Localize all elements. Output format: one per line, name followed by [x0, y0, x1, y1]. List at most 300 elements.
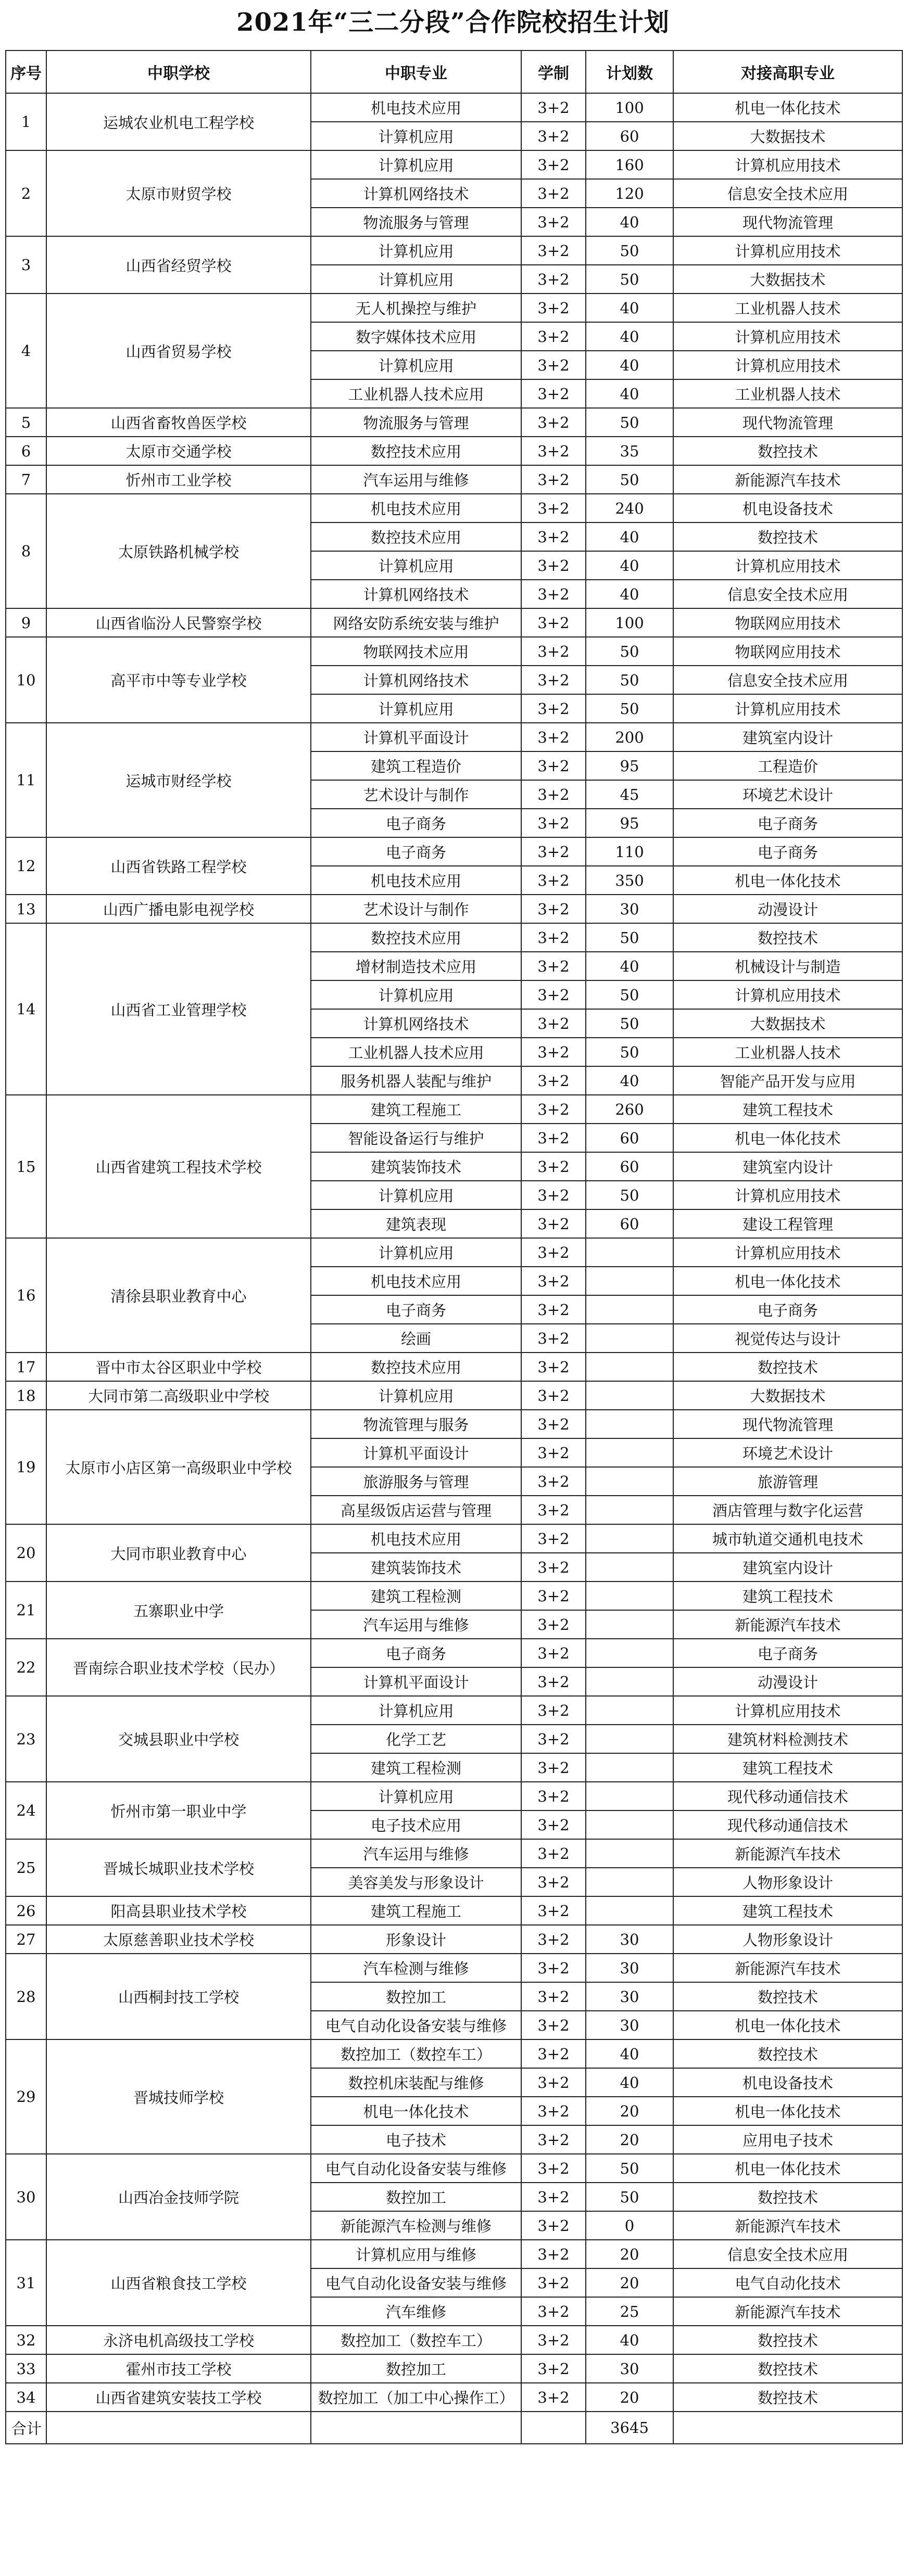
secondary-major-cell: 计算机应用: [311, 980, 521, 1009]
secondary-school-cell: 阳高县职业技术学校: [46, 1896, 311, 1925]
secondary-major-cell: 计算机平面设计: [311, 723, 521, 751]
duration-cell: 3+2: [521, 437, 586, 465]
duration-cell: 3+2: [521, 2068, 586, 2097]
secondary-major-cell: 数控加工（加工中心操作工）: [311, 2383, 521, 2412]
table-row: [6, 294, 902, 322]
duration-cell: 3+2: [521, 1782, 586, 1810]
plan-count-cell: 160: [586, 150, 673, 179]
secondary-major-cell: 计算机应用: [311, 236, 521, 265]
secondary-major-cell: 建筑工程检测: [311, 1582, 521, 1610]
secondary-major-cell: 建筑工程造价: [311, 751, 521, 780]
serial-number-cell: 14: [6, 923, 46, 1095]
secondary-school-cell: 太原市财贸学校: [46, 150, 311, 236]
higher-vocational-major-cell: 现代移动通信技术: [673, 1810, 902, 1839]
duration-cell: 3+2: [521, 1839, 586, 1868]
plan-count-cell: [586, 1295, 673, 1324]
duration-cell: 3+2: [521, 923, 586, 952]
header-row: [6, 50, 902, 93]
plan-count-cell: 60: [586, 1152, 673, 1181]
higher-vocational-major-cell: 动漫设计: [673, 895, 902, 923]
secondary-school-cell: 运城市财经学校: [46, 723, 311, 837]
serial-number-cell: 31: [6, 2240, 46, 2326]
higher-vocational-major-cell: 数控技术: [673, 2326, 902, 2354]
table-footer: [6, 2412, 902, 2444]
plan-count-cell: 40: [586, 551, 673, 580]
higher-vocational-major-cell: 工业机器人技术: [673, 1038, 902, 1066]
higher-vocational-major-cell: 建筑工程技术: [673, 1095, 902, 1124]
plan-count-cell: [586, 1496, 673, 1524]
plan-count-cell: 40: [586, 2068, 673, 2097]
plan-count-cell: [586, 1868, 673, 1896]
duration-cell: 3+2: [521, 1238, 586, 1267]
duration-cell: 3+2: [521, 2354, 586, 2383]
duration-cell: 3+2: [521, 1524, 586, 1553]
serial-number-cell: 6: [6, 437, 46, 465]
duration-cell: 3+2: [521, 1066, 586, 1095]
secondary-major-cell: 电子技术: [311, 2125, 521, 2154]
higher-vocational-major-cell: 电子商务: [673, 837, 902, 866]
higher-vocational-major-cell: 机电一体化技术: [673, 1124, 902, 1152]
serial-number-cell: 19: [6, 1410, 46, 1524]
plan-count-cell: 120: [586, 179, 673, 208]
plan-count-cell: 40: [586, 322, 673, 351]
secondary-major-cell: 形象设计: [311, 1925, 521, 1954]
duration-cell: 3+2: [521, 2097, 586, 2125]
higher-vocational-major-cell: 工业机器人技术: [673, 379, 902, 408]
duration-cell: 3+2: [521, 522, 586, 551]
secondary-major-cell: 物联网技术应用: [311, 637, 521, 666]
duration-cell: 3+2: [521, 1181, 586, 1209]
secondary-major-cell: 电子商务: [311, 837, 521, 866]
higher-vocational-major-cell: 机电设备技术: [673, 2068, 902, 2097]
duration-cell: 3+2: [521, 1152, 586, 1181]
secondary-school-cell: 山西省建筑安装技工学校: [46, 2383, 311, 2412]
higher-vocational-major-cell: 环境艺术设计: [673, 1438, 902, 1467]
duration-cell: 3+2: [521, 1810, 586, 1839]
serial-number-cell: 23: [6, 1696, 46, 1782]
secondary-major-cell: 计算机应用: [311, 1238, 521, 1267]
duration-cell: 3+2: [521, 93, 586, 122]
secondary-school-cell: 五寨职业中学: [46, 1582, 311, 1639]
table-row: [6, 1238, 902, 1267]
higher-vocational-major-cell: 建筑工程技术: [673, 1753, 902, 1782]
total-value: 3645: [586, 2412, 673, 2444]
table-row: [6, 1696, 902, 1725]
header-secondary-major: 中职专业: [311, 50, 521, 93]
higher-vocational-major-cell: 酒店管理与数字化运营: [673, 1496, 902, 1524]
higher-vocational-major-cell: 建设工程管理: [673, 1209, 902, 1238]
higher-vocational-major-cell: 数控技术: [673, 2183, 902, 2211]
secondary-major-cell: 无人机操控与维护: [311, 294, 521, 322]
table-row: [6, 723, 902, 751]
secondary-major-cell: 数控技术应用: [311, 522, 521, 551]
plan-count-cell: 60: [586, 122, 673, 150]
secondary-school-cell: 山西省贸易学校: [46, 294, 311, 408]
serial-number-cell: 25: [6, 1839, 46, 1896]
higher-vocational-major-cell: 信息安全技术应用: [673, 666, 902, 694]
plan-count-cell: [586, 1725, 673, 1753]
higher-vocational-major-cell: 新能源汽车技术: [673, 1954, 902, 1982]
secondary-major-cell: 计算机应用: [311, 551, 521, 580]
secondary-major-cell: 电气自动化设备安装与维修: [311, 2154, 521, 2183]
serial-number-cell: 2: [6, 150, 46, 236]
enrollment-plan-table: [5, 50, 903, 2444]
secondary-major-cell: 汽车运用与维修: [311, 1610, 521, 1639]
secondary-school-cell: 山西省临汾人民警察学校: [46, 608, 311, 637]
serial-number-cell: 22: [6, 1639, 46, 1696]
plan-count-cell: 20: [586, 2125, 673, 2154]
secondary-major-cell: 艺术设计与制作: [311, 780, 521, 809]
duration-cell: 3+2: [521, 980, 586, 1009]
duration-cell: 3+2: [521, 809, 586, 837]
plan-count-cell: [586, 1410, 673, 1438]
header-secondary-school: 中职学校: [46, 50, 311, 93]
higher-vocational-major-cell: 环境艺术设计: [673, 780, 902, 809]
plan-count-cell: [586, 1324, 673, 1353]
higher-vocational-major-cell: 数控技术: [673, 1982, 902, 2011]
higher-vocational-major-cell: 数控技术: [673, 522, 902, 551]
secondary-major-cell: 数控机床装配与维修: [311, 2068, 521, 2097]
plan-count-cell: 30: [586, 2354, 673, 2383]
higher-vocational-major-cell: 工程造价: [673, 751, 902, 780]
duration-cell: 3+2: [521, 1324, 586, 1353]
plan-count-cell: 110: [586, 837, 673, 866]
total-empty-cell: [46, 2412, 311, 2444]
table-row: [6, 1582, 902, 1610]
serial-number-cell: 27: [6, 1925, 46, 1954]
plan-count-cell: [586, 1353, 673, 1381]
plan-count-cell: [586, 1524, 673, 1553]
duration-cell: 3+2: [521, 379, 586, 408]
plan-count-cell: 30: [586, 1954, 673, 1982]
secondary-major-cell: 汽车运用与维修: [311, 1839, 521, 1868]
plan-count-cell: 50: [586, 408, 673, 437]
plan-count-cell: [586, 1839, 673, 1868]
header-higher-vocational-major: 对接高职专业: [673, 50, 902, 93]
secondary-school-cell: 晋中市太谷区职业中学校: [46, 1353, 311, 1381]
secondary-school-cell: 忻州市第一职业中学: [46, 1782, 311, 1839]
plan-count-cell: [586, 1610, 673, 1639]
secondary-school-cell: 高平市中等专业学校: [46, 637, 311, 723]
secondary-major-cell: 数控技术应用: [311, 437, 521, 465]
secondary-major-cell: 工业机器人技术应用: [311, 1038, 521, 1066]
duration-cell: 3+2: [521, 2240, 586, 2268]
plan-count-cell: [586, 1267, 673, 1295]
table-row: [6, 1639, 902, 1667]
higher-vocational-major-cell: 智能产品开发与应用: [673, 1066, 902, 1095]
table-body: [6, 93, 902, 2412]
duration-cell: 3+2: [521, 1896, 586, 1925]
higher-vocational-major-cell: 现代物流管理: [673, 208, 902, 236]
higher-vocational-major-cell: 计算机应用技术: [673, 150, 902, 179]
duration-cell: 3+2: [521, 150, 586, 179]
plan-count-cell: [586, 1553, 673, 1582]
secondary-school-cell: 霍州市技工学校: [46, 2354, 311, 2383]
plan-count-cell: [586, 1667, 673, 1696]
table-row: [6, 1410, 902, 1438]
table-row: [6, 1782, 902, 1810]
secondary-major-cell: 电子商务: [311, 1295, 521, 1324]
table-row: [6, 1381, 902, 1410]
plan-count-cell: 30: [586, 1925, 673, 1954]
serial-number-cell: 29: [6, 2039, 46, 2154]
plan-count-cell: 30: [586, 2011, 673, 2039]
higher-vocational-major-cell: 计算机应用技术: [673, 694, 902, 723]
higher-vocational-major-cell: 现代物流管理: [673, 408, 902, 437]
table-row: [6, 895, 902, 923]
plan-count-cell: 20: [586, 2240, 673, 2268]
secondary-major-cell: 数控技术应用: [311, 923, 521, 952]
table-row: [6, 465, 902, 494]
secondary-major-cell: 物流管理与服务: [311, 1410, 521, 1438]
duration-cell: 3+2: [521, 1381, 586, 1410]
secondary-major-cell: 汽车检测与维修: [311, 1954, 521, 1982]
plan-count-cell: 40: [586, 2039, 673, 2068]
table-row: [6, 1896, 902, 1925]
higher-vocational-major-cell: 电子商务: [673, 1295, 902, 1324]
higher-vocational-major-cell: 大数据技术: [673, 1009, 902, 1038]
secondary-major-cell: 美容美发与形象设计: [311, 1868, 521, 1896]
secondary-major-cell: 计算机平面设计: [311, 1667, 521, 1696]
secondary-major-cell: 物流服务与管理: [311, 408, 521, 437]
plan-count-cell: 25: [586, 2297, 673, 2326]
plan-count-cell: 45: [586, 780, 673, 809]
plan-count-cell: 50: [586, 666, 673, 694]
plan-count-cell: 50: [586, 1038, 673, 1066]
duration-cell: 3+2: [521, 1124, 586, 1152]
duration-cell: 3+2: [521, 408, 586, 437]
duration-cell: 3+2: [521, 1209, 586, 1238]
plan-count-cell: 50: [586, 236, 673, 265]
higher-vocational-major-cell: 机电一体化技术: [673, 93, 902, 122]
table-row: [6, 923, 902, 952]
higher-vocational-major-cell: 应用电子技术: [673, 2125, 902, 2154]
secondary-school-cell: 太原铁路机械学校: [46, 494, 311, 608]
duration-cell: 3+2: [521, 1753, 586, 1782]
plan-count-cell: 200: [586, 723, 673, 751]
higher-vocational-major-cell: 机电一体化技术: [673, 2011, 902, 2039]
plan-count-cell: 30: [586, 895, 673, 923]
duration-cell: 3+2: [521, 1667, 586, 1696]
serial-number-cell: 15: [6, 1095, 46, 1238]
secondary-major-cell: 建筑工程施工: [311, 1896, 521, 1925]
total-label: 合计: [6, 2412, 46, 2444]
total-empty-cell: [311, 2412, 521, 2444]
secondary-school-cell: 晋城长城职业技术学校: [46, 1839, 311, 1896]
plan-count-cell: 35: [586, 437, 673, 465]
table-row: [6, 1925, 902, 1954]
secondary-major-cell: 智能设备运行与维护: [311, 1124, 521, 1152]
table-row: [6, 437, 902, 465]
higher-vocational-major-cell: 现代物流管理: [673, 1410, 902, 1438]
plan-count-cell: [586, 1582, 673, 1610]
table-row: [6, 1524, 902, 1553]
secondary-major-cell: 计算机应用: [311, 150, 521, 179]
higher-vocational-major-cell: 计算机应用技术: [673, 236, 902, 265]
duration-cell: 3+2: [521, 1467, 586, 1496]
secondary-school-cell: 晋城技师学校: [46, 2039, 311, 2154]
serial-number-cell: 13: [6, 895, 46, 923]
serial-number-cell: 28: [6, 1954, 46, 2039]
secondary-major-cell: 数控技术应用: [311, 1353, 521, 1381]
table-row: [6, 2240, 902, 2268]
higher-vocational-major-cell: 建筑室内设计: [673, 1152, 902, 1181]
secondary-major-cell: 计算机应用: [311, 351, 521, 379]
duration-cell: 3+2: [521, 1639, 586, 1667]
plan-count-cell: 30: [586, 1982, 673, 2011]
plan-count-cell: 95: [586, 751, 673, 780]
plan-count-cell: 50: [586, 2154, 673, 2183]
secondary-school-cell: 太原慈善职业技术学校: [46, 1925, 311, 1954]
duration-cell: 3+2: [521, 1954, 586, 1982]
serial-number-cell: 5: [6, 408, 46, 437]
plan-count-cell: 50: [586, 980, 673, 1009]
secondary-major-cell: 机电技术应用: [311, 866, 521, 895]
duration-cell: 3+2: [521, 179, 586, 208]
secondary-school-cell: 山西省建筑工程技术学校: [46, 1095, 311, 1238]
plan-count-cell: 50: [586, 2183, 673, 2211]
plan-count-cell: 60: [586, 1209, 673, 1238]
table-row: [6, 608, 902, 637]
plan-count-cell: 20: [586, 2097, 673, 2125]
higher-vocational-major-cell: 新能源汽车技术: [673, 465, 902, 494]
plan-count-cell: 60: [586, 1124, 673, 1152]
secondary-major-cell: 旅游服务与管理: [311, 1467, 521, 1496]
table-row: [6, 637, 902, 666]
higher-vocational-major-cell: 大数据技术: [673, 122, 902, 150]
secondary-major-cell: 艺术设计与制作: [311, 895, 521, 923]
higher-vocational-major-cell: 机械设计与制造: [673, 952, 902, 980]
secondary-major-cell: 电子技术应用: [311, 1810, 521, 1839]
plan-count-cell: 40: [586, 379, 673, 408]
duration-cell: 3+2: [521, 2039, 586, 2068]
header-plan-count: 计划数: [586, 50, 673, 93]
secondary-major-cell: 建筑工程检测: [311, 1753, 521, 1782]
table-row: [6, 236, 902, 265]
secondary-major-cell: 数控加工: [311, 1982, 521, 2011]
secondary-major-cell: 计算机网络技术: [311, 666, 521, 694]
serial-number-cell: 12: [6, 837, 46, 895]
duration-cell: 3+2: [521, 895, 586, 923]
plan-count-cell: 50: [586, 1009, 673, 1038]
duration-cell: 3+2: [521, 2383, 586, 2412]
plan-count-cell: 50: [586, 265, 673, 294]
plan-count-cell: [586, 1438, 673, 1467]
duration-cell: 3+2: [521, 2154, 586, 2183]
secondary-major-cell: 数控加工: [311, 2183, 521, 2211]
duration-cell: 3+2: [521, 1038, 586, 1066]
table-row: [6, 2039, 902, 2068]
plan-count-cell: 40: [586, 1066, 673, 1095]
secondary-major-cell: 计算机应用: [311, 1381, 521, 1410]
higher-vocational-major-cell: 机电一体化技术: [673, 2154, 902, 2183]
secondary-major-cell: 汽车运用与维修: [311, 465, 521, 494]
serial-number-cell: 17: [6, 1353, 46, 1381]
duration-cell: 3+2: [521, 952, 586, 980]
plan-count-cell: [586, 1896, 673, 1925]
secondary-school-cell: 山西桐封技工学校: [46, 1954, 311, 2039]
duration-cell: 3+2: [521, 608, 586, 637]
plan-count-cell: 40: [586, 351, 673, 379]
serial-number-cell: 16: [6, 1238, 46, 1353]
duration-cell: 3+2: [521, 751, 586, 780]
plan-count-cell: 40: [586, 522, 673, 551]
higher-vocational-major-cell: 数控技术: [673, 1353, 902, 1381]
table-row: [6, 1954, 902, 1982]
table-row: [6, 2326, 902, 2354]
duration-cell: 3+2: [521, 2268, 586, 2297]
secondary-major-cell: 化学工艺: [311, 1725, 521, 1753]
higher-vocational-major-cell: 旅游管理: [673, 1467, 902, 1496]
duration-cell: 3+2: [521, 494, 586, 522]
plan-count-cell: 40: [586, 2326, 673, 2354]
serial-number-cell: 21: [6, 1582, 46, 1639]
duration-cell: 3+2: [521, 1696, 586, 1725]
secondary-major-cell: 计算机应用: [311, 1782, 521, 1810]
higher-vocational-major-cell: 信息安全技术应用: [673, 179, 902, 208]
plan-count-cell: 20: [586, 2383, 673, 2412]
plan-count-cell: 100: [586, 608, 673, 637]
higher-vocational-major-cell: 计算机应用技术: [673, 980, 902, 1009]
duration-cell: 3+2: [521, 465, 586, 494]
higher-vocational-major-cell: 信息安全技术应用: [673, 2240, 902, 2268]
duration-cell: 3+2: [521, 208, 586, 236]
header-serial-number: 序号: [6, 50, 46, 93]
duration-cell: 3+2: [521, 1095, 586, 1124]
higher-vocational-major-cell: 物联网应用技术: [673, 608, 902, 637]
secondary-school-cell: 运城农业机电工程学校: [46, 93, 311, 150]
higher-vocational-major-cell: 建筑工程技术: [673, 1582, 902, 1610]
secondary-major-cell: 计算机应用: [311, 1696, 521, 1725]
higher-vocational-major-cell: 数控技术: [673, 2039, 902, 2068]
duration-cell: 3+2: [521, 1410, 586, 1438]
total-empty-cell: [673, 2412, 902, 2444]
secondary-major-cell: 建筑装饰技术: [311, 1553, 521, 1582]
table-row: [6, 2154, 902, 2183]
plan-count-cell: [586, 1238, 673, 1267]
secondary-school-cell: 太原市小店区第一高级职业中学校: [46, 1410, 311, 1524]
plan-count-cell: 50: [586, 1181, 673, 1209]
secondary-major-cell: 新能源汽车检测与维修: [311, 2211, 521, 2240]
duration-cell: 3+2: [521, 2125, 586, 2154]
secondary-major-cell: 机电技术应用: [311, 93, 521, 122]
secondary-major-cell: 计算机网络技术: [311, 580, 521, 608]
higher-vocational-major-cell: 新能源汽车技术: [673, 2297, 902, 2326]
duration-cell: 3+2: [521, 2326, 586, 2354]
secondary-major-cell: 计算机网络技术: [311, 1009, 521, 1038]
secondary-school-cell: 永济电机高级技工学校: [46, 2326, 311, 2354]
higher-vocational-major-cell: 工业机器人技术: [673, 294, 902, 322]
higher-vocational-major-cell: 建筑工程技术: [673, 1896, 902, 1925]
plan-count-cell: 20: [586, 2268, 673, 2297]
duration-cell: 3+2: [521, 2297, 586, 2326]
secondary-major-cell: 数控加工（数控车工）: [311, 2039, 521, 2068]
secondary-major-cell: 计算机应用: [311, 694, 521, 723]
higher-vocational-major-cell: 现代移动通信技术: [673, 1782, 902, 1810]
secondary-school-cell: 太原市交通学校: [46, 437, 311, 465]
secondary-major-cell: 数字媒体技术应用: [311, 322, 521, 351]
duration-cell: 3+2: [521, 2011, 586, 2039]
secondary-major-cell: 计算机平面设计: [311, 1438, 521, 1467]
table-row: [6, 93, 902, 122]
higher-vocational-major-cell: 计算机应用技术: [673, 1238, 902, 1267]
plan-count-cell: 40: [586, 294, 673, 322]
table-row: [6, 408, 902, 437]
secondary-major-cell: 电气自动化设备安装与维修: [311, 2268, 521, 2297]
higher-vocational-major-cell: 电子商务: [673, 809, 902, 837]
secondary-major-cell: 计算机应用与维修: [311, 2240, 521, 2268]
plan-count-cell: 50: [586, 923, 673, 952]
